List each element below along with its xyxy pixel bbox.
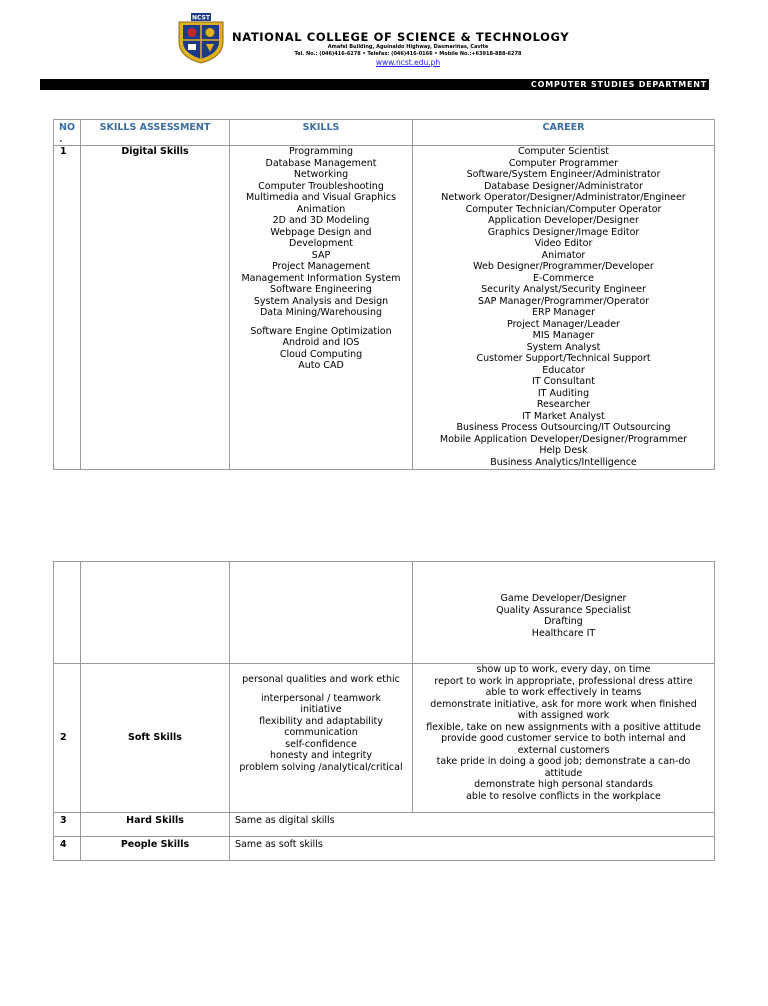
letterhead: [0, 0, 768, 80]
table-row: [54, 837, 715, 861]
list-item: Computer Troubleshooting: [258, 180, 384, 192]
list-item: able to resolve conflicts in the workplace: [466, 790, 661, 802]
list-item: Computer Scientist: [517, 146, 610, 157]
list-item: SAP Manager/Programmer/Operator: [477, 295, 650, 307]
row-number: 1: [54, 146, 81, 470]
list-item: attitude: [544, 767, 583, 779]
list-item: Database Designer/Administrator: [484, 180, 643, 192]
header-career: CAREER: [413, 120, 715, 146]
list-item: 2D and 3D Modeling: [272, 215, 370, 226]
list-item: Programming: [288, 146, 354, 157]
list-item: Network Operator/Designer/Administrator/Engineer: [441, 192, 686, 203]
list-item: SAP: [311, 249, 331, 261]
list-item: Mobile Application Developer/Designer/Programmer: [439, 433, 688, 445]
table-header-row: [54, 120, 715, 146]
list-item: Software Engine Optimization: [250, 325, 392, 337]
list-item: Web Designer/Programmer/Developer: [473, 261, 654, 272]
header-skills: SKILLS: [230, 120, 413, 146]
college-name: NATIONAL COLLEGE OF SCIENCE & TECHNOLOGY: [232, 30, 570, 44]
career-items: [413, 146, 714, 468]
row-number: 4: [54, 837, 81, 861]
skills-list: [230, 146, 413, 470]
list-item: System Analysis and Design: [253, 295, 389, 307]
list-item: Game Developer/Designer: [500, 593, 627, 604]
list-item: IT Consultant: [532, 376, 595, 387]
list-item: Management Information System: [241, 272, 401, 284]
list-item: Help Desk: [539, 445, 588, 456]
list-item: Auto CAD: [298, 360, 344, 371]
table-row: [54, 562, 715, 664]
table-row: [54, 813, 715, 837]
career-items: [413, 593, 714, 639]
list-item: initiative: [300, 704, 342, 715]
list-item: IT Auditing: [537, 387, 590, 399]
list-item: Drafting: [544, 616, 583, 627]
header-skills-assessment: SKILLS ASSESSMENT: [81, 120, 230, 146]
assessment-label: Digital Skills: [81, 146, 230, 470]
skills-extra-items: [230, 326, 412, 372]
list-item: demonstrate high personal standards: [474, 779, 653, 790]
list-item: provide good customer service to both internal and: [441, 733, 686, 744]
list-item: Animator: [541, 249, 586, 261]
row-number: 3: [54, 813, 81, 837]
skills-text: Same as soft skills: [230, 837, 715, 861]
list-item: Database Management: [265, 157, 377, 169]
list-item: honesty and integrity: [269, 750, 373, 761]
career-list: [413, 664, 715, 813]
list-item: Graphics Designer/Image Editor: [487, 226, 640, 238]
list-item: problem solving /analytical/critical: [239, 761, 403, 773]
list-item: Data Mining/Warehousing: [259, 307, 383, 318]
list-item: Business Process Outsourcing/IT Outsourcing: [456, 422, 671, 433]
list-item: Development: [289, 238, 353, 249]
assessment-label: Soft Skills: [81, 664, 230, 813]
list-item: Video Editor: [534, 238, 593, 249]
list-item: flexible, take on new assignments with a positive attitude: [426, 721, 701, 733]
table-row: [54, 664, 715, 813]
row-number: 2: [54, 664, 81, 813]
college-contacts: Tel. No.: (046)416-6278 • Telefax: (046)416-0166 • Mobile No.:+63918-888-6278: [294, 51, 522, 57]
list-item: Software/System Engineer/Administrator: [466, 169, 661, 180]
list-item: interpersonal / teamwork: [260, 692, 382, 704]
list-item: Android and IOS: [282, 337, 360, 348]
empty-cell: [54, 562, 81, 664]
list-item: take pride in doing a good job; demonstrate a can-do: [436, 756, 691, 767]
list-item: Business Analytics/Intelligence: [490, 456, 637, 468]
list-item: show up to work, every day, on time: [476, 664, 651, 675]
career-items: [413, 664, 714, 802]
list-item: flexibility and adaptability: [259, 715, 383, 727]
list-item: Animation: [296, 203, 346, 215]
list-item: E-Commerce: [533, 272, 594, 284]
skills-item: personal qualities and work ethic: [242, 674, 400, 685]
list-item: MIS Manager: [532, 330, 595, 341]
list-item: Researcher: [536, 399, 591, 410]
list-item: Quality Assurance Specialist: [496, 604, 631, 616]
website-link[interactable]: www.ncst.edu.ph: [375, 58, 441, 67]
assessment-label: People Skills: [81, 837, 230, 861]
list-item: able to work effectively in teams: [485, 687, 642, 698]
college-address: Amafel Building, Aguinaldo Highway, Dasmariñas, Cavite: [327, 44, 489, 50]
skills-table: [53, 119, 715, 470]
empty-cell: [230, 562, 413, 664]
list-item: Software Engineering: [270, 284, 372, 295]
skills-text: Same as digital skills: [230, 813, 715, 837]
list-item: Cloud Computing: [279, 348, 363, 360]
list-item: System Analyst: [526, 341, 601, 353]
skills-items: [230, 146, 412, 319]
list-item: self-confidence: [285, 738, 357, 750]
table-row: [54, 146, 715, 470]
list-item: ERP Manager: [532, 307, 595, 318]
department-label: COMPUTER STUDIES DEPARTMENT: [530, 80, 707, 89]
list-item: Healthcare IT: [531, 627, 596, 639]
list-item: report to work in appropriate, professional dress attire: [434, 675, 693, 687]
list-item: demonstrate initiative, ask for more work when finished: [430, 698, 697, 710]
skills-items: [230, 693, 412, 774]
list-item: Security Analyst/Security Engineer: [481, 284, 646, 295]
career-list: [413, 146, 715, 470]
list-item: communication: [284, 727, 358, 738]
list-item: Computer Technician/Computer Operator: [465, 203, 662, 215]
list-item: external customers: [517, 744, 610, 756]
career-list-continued: [413, 562, 715, 664]
list-item: Educator: [542, 364, 585, 376]
list-item: Webpage Design and: [270, 226, 372, 238]
logo-text: NCST: [192, 14, 210, 22]
list-item: with assigned work: [517, 710, 610, 721]
header-no: NO .: [54, 120, 81, 146]
list-item: Project Manager/Leader: [507, 318, 620, 330]
list-item: Computer Programmer: [508, 157, 619, 169]
list-item: Application Developer/Designer: [488, 215, 639, 226]
empty-cell: [81, 562, 230, 664]
assessment-label: Hard Skills: [81, 813, 230, 837]
list-item: Project Management: [271, 261, 371, 272]
list-item: Networking: [293, 169, 349, 180]
list-item: Customer Support/Technical Support: [476, 353, 651, 364]
list-item: IT Market Analyst: [522, 410, 605, 422]
skills-list: [230, 664, 413, 813]
list-item: Multimedia and Visual Graphics: [245, 192, 397, 203]
skills-table-continued: [53, 561, 715, 861]
department-bar: [40, 79, 709, 90]
